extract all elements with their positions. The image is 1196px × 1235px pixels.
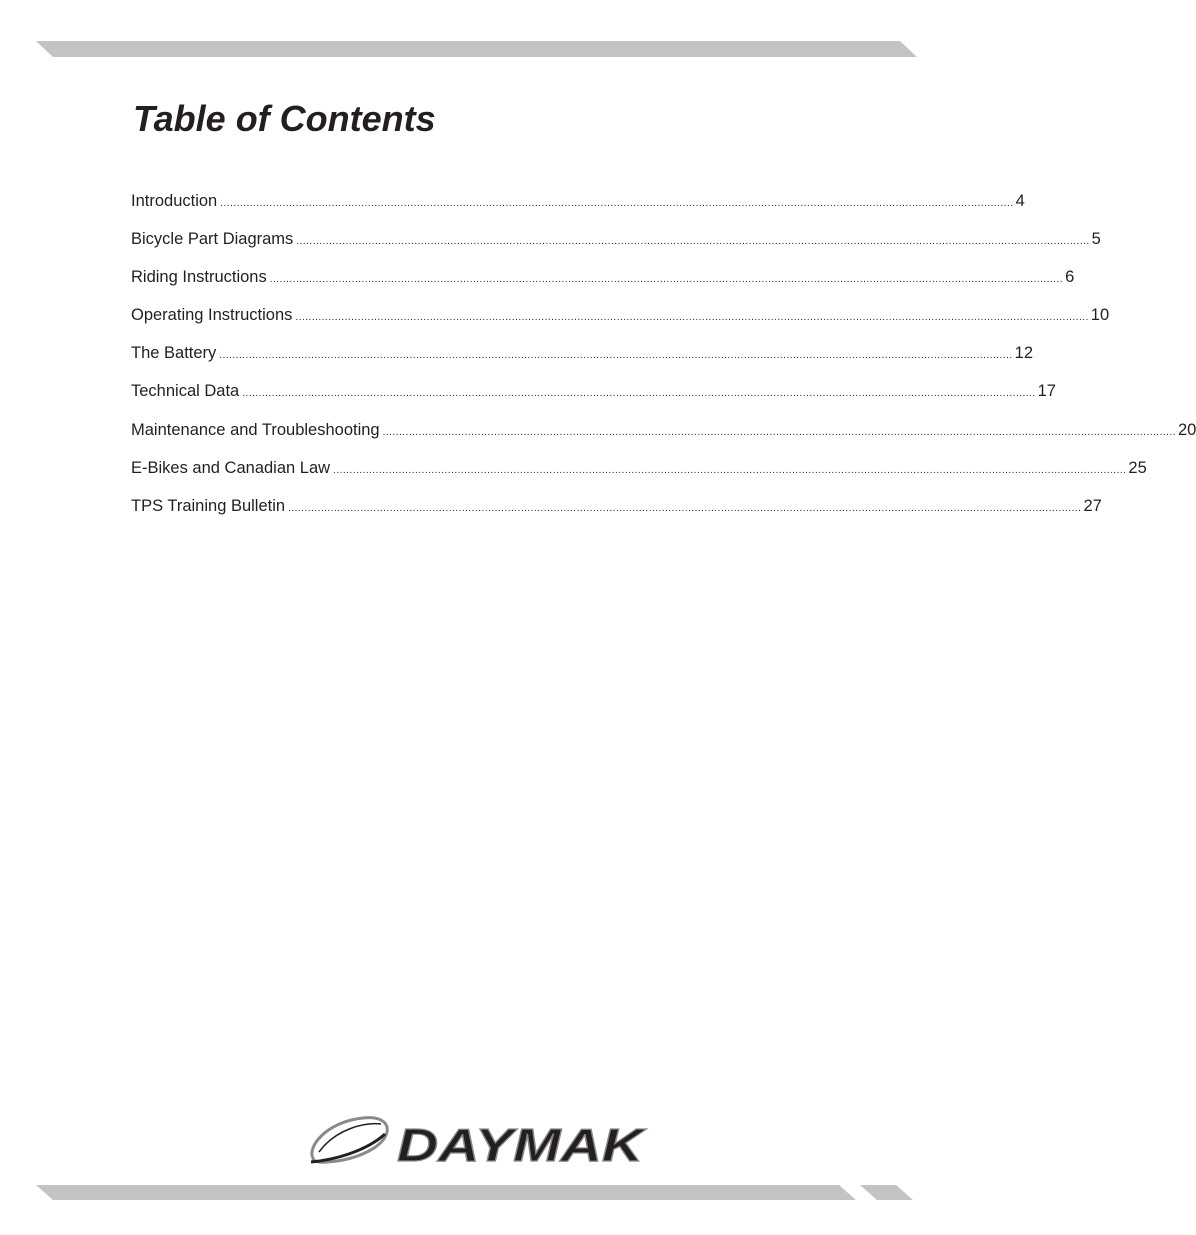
toc-entry-page: 4 — [1015, 192, 1025, 210]
toc-dot-leader: .................................................................................................................................................................................................................................................. — [333, 464, 1127, 476]
toc-entry-e-bikes-and-canadian-law[interactable] — [131, 458, 1147, 497]
toc-dot-leader: .................................................................................................................................................................................................................................................. — [288, 502, 1082, 514]
toc-entry-label: Maintenance and Troubleshooting — [131, 420, 380, 439]
toc-dot-leader: .................................................................................................................................................................................................................................................. — [269, 274, 1064, 286]
daymak-logo — [305, 1112, 650, 1171]
toc-entry-page: 6 — [1065, 268, 1075, 287]
toc-dot-leader: .................................................................................................................................................................................................................................................. — [242, 388, 1036, 400]
toc-entry-label: Technical Data — [131, 382, 240, 401]
toc-entry-label: Operating Instructions — [131, 306, 293, 325]
toc-entry-page: 27 — [1083, 496, 1102, 515]
toc-dot-leader: .................................................................................................................................................................................................................................................. — [296, 236, 1090, 248]
toc-entry-label: TPS Training Bulletin — [131, 496, 286, 515]
toc-entry-tps-training-bulletin[interactable] — [131, 496, 1102, 535]
toc-dot-leader: .................................................................................................................................................................................................................................................. — [382, 426, 1176, 438]
footer-band — [36, 1185, 918, 1203]
toc-entry-maintenance-and-troubleshooting[interactable] — [131, 420, 1196, 459]
toc-entry-page: 12 — [1014, 344, 1034, 363]
toc-entry-riding-instructions[interactable] — [131, 268, 1075, 306]
toc-entry-label: Introduction — [131, 192, 218, 210]
toc-entry-introduction[interactable] — [131, 192, 1025, 230]
toc-entry-page: 20 — [1177, 420, 1196, 439]
header-band — [36, 41, 918, 59]
toc-entry-technical-data[interactable] — [131, 382, 1056, 420]
toc-entry-page: 10 — [1090, 306, 1110, 325]
toc-entry-label: E-Bikes and Canadian Law — [131, 458, 331, 477]
page-title: Table of Contents — [133, 98, 436, 139]
toc-dot-leader: .................................................................................................................................................................................................................................................. — [295, 312, 1089, 324]
toc-entry-page: 5 — [1091, 230, 1101, 249]
toc-entry-label: The Battery — [131, 344, 217, 363]
toc-entry-the-battery[interactable] — [131, 344, 1034, 382]
toc-dot-leader: .................................................................................................................................................................................................................................................. — [219, 350, 1013, 362]
toc-dot-leader: .................................................................................................................................................................................................................................................. — [220, 198, 1014, 209]
toc-entry-label: Riding Instructions — [131, 268, 267, 287]
toc-entry-operating-instructions[interactable] — [131, 306, 1110, 344]
swoosh-mark-icon — [311, 1118, 387, 1163]
toc-entry-page: 17 — [1037, 382, 1056, 401]
table-of-contents — [131, 192, 1196, 535]
logo-wordmark: DAYMAK — [397, 1119, 647, 1171]
toc-entry-bicycle-part-diagrams[interactable] — [131, 230, 1101, 268]
toc-entry-label: Bicycle Part Diagrams — [131, 230, 294, 249]
toc-entry-page: 25 — [1128, 458, 1147, 477]
